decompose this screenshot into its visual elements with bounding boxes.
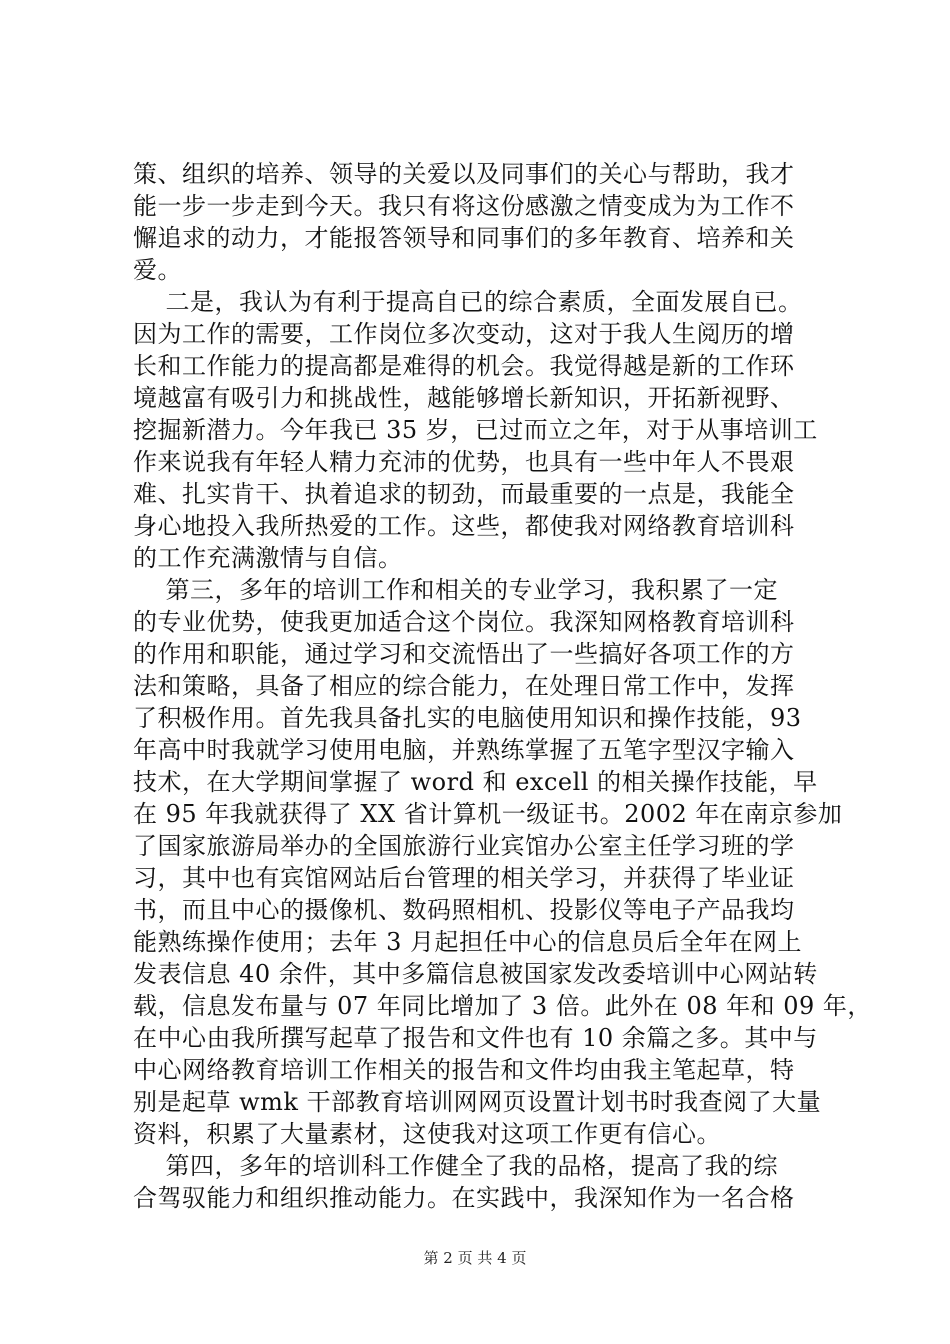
- text-line: 能熟练操作使用；去年 3 月起担任中心的信息员后全年在网上: [133, 928, 803, 956]
- text-line: 境越富有吸引力和挑战性，越能够增长新知识，开拓新视野、: [133, 384, 795, 412]
- text-line: 习，其中也有宾馆网站后台管理的相关学习，并获得了毕业证: [133, 864, 795, 892]
- text-line: 因为工作的需要，工作岗位多次变动，这对于我人生阅历的增: [133, 320, 795, 348]
- text-line: 中心网络教育培训工作相关的报告和文件均由我主笔起草，特: [133, 1056, 795, 1084]
- text-line: 长和工作能力的提高都是难得的机会。我觉得越是新的工作环: [133, 352, 795, 380]
- text-line: 第四，多年的培训科工作健全了我的品格，提高了我的综: [133, 1152, 779, 1180]
- text-line: 了积极作用。首先我具备扎实的电脑使用知识和操作技能，93: [133, 704, 802, 732]
- text-line: 法和策略，具备了相应的综合能力，在处理日常工作中，发挥: [133, 672, 795, 700]
- text-line: 在中心由我所撰写起草了报告和文件也有 10 余篇之多。其中与: [133, 1024, 818, 1052]
- text-line: 载，信息发布量与 07 年同比增加了 3 倍。此外在 08 年和 09 年，: [133, 992, 872, 1020]
- text-line: 懈追求的动力，才能报答领导和同事们的多年教育、培养和关: [133, 224, 795, 252]
- text-line: 的专业优势，使我更加适合这个岗位。我深知网格教育培训科: [133, 608, 795, 636]
- text-line: 作来说我有年轻人精力充沛的优势，也具有一些中年人不畏艰: [133, 448, 795, 476]
- text-line: 二是，我认为有利于提高自已的综合素质，全面发展自已。: [133, 288, 803, 316]
- text-line: 的作用和职能，通过学习和交流悟出了一些搞好各项工作的方: [133, 640, 795, 668]
- text-line: 难、扎实肯干、执着追求的韧劲，而最重要的一点是，我能全: [133, 480, 795, 508]
- document-body: [133, 158, 872, 1214]
- text-line: 爱。: [133, 256, 182, 284]
- text-line: 了国家旅游局举办的全国旅游行业宾馆办公室主任学习班的学: [133, 832, 795, 860]
- text-line: 合驾驭能力和组织推动能力。在实践中，我深知作为一名合格: [133, 1184, 795, 1212]
- text-line: 的工作充满激情与自信。: [133, 544, 403, 572]
- text-line: 别是起草 wmk 干部教育培训网网页设置计划书时我查阅了大量: [133, 1088, 822, 1116]
- text-line: 资料，积累了大量素材，这使我对这项工作更有信心。: [133, 1120, 721, 1148]
- text-line: 能一步一步走到今天。我只有将这份感激之情变成为为工作不: [133, 192, 795, 220]
- text-line: 书，而且中心的摄像机、数码照相机、投影仪等电子产品我均: [133, 896, 795, 924]
- text-line: 身心地投入我所热爱的工作。这些，都使我对网络教育培训科: [133, 512, 795, 540]
- text-line: 挖掘新潜力。今年我已 35 岁，已过而立之年，对于从事培训工: [133, 416, 818, 444]
- text-line: 发表信息 40 余件，其中多篇信息被国家发改委培训中心网站转: [133, 960, 818, 988]
- text-line: 第三，多年的培训工作和相关的专业学习，我积累了一定: [133, 576, 779, 604]
- page-number-footer: 第 2 页 共 4 页: [423, 1249, 527, 1267]
- text-line: 策、组织的培养、领导的关爱以及同事们的关心与帮助，我才: [133, 160, 795, 188]
- text-line: 技术，在大学期间掌握了 word 和 excell 的相关操作技能，早: [133, 768, 818, 796]
- text-line: 年高中时我就学习使用电脑，并熟练掌握了五笔字型汉字输入: [133, 736, 795, 764]
- text-line: 在 95 年我就获得了 XX 省计算机一级证书。2002 年在南京参加: [133, 800, 843, 828]
